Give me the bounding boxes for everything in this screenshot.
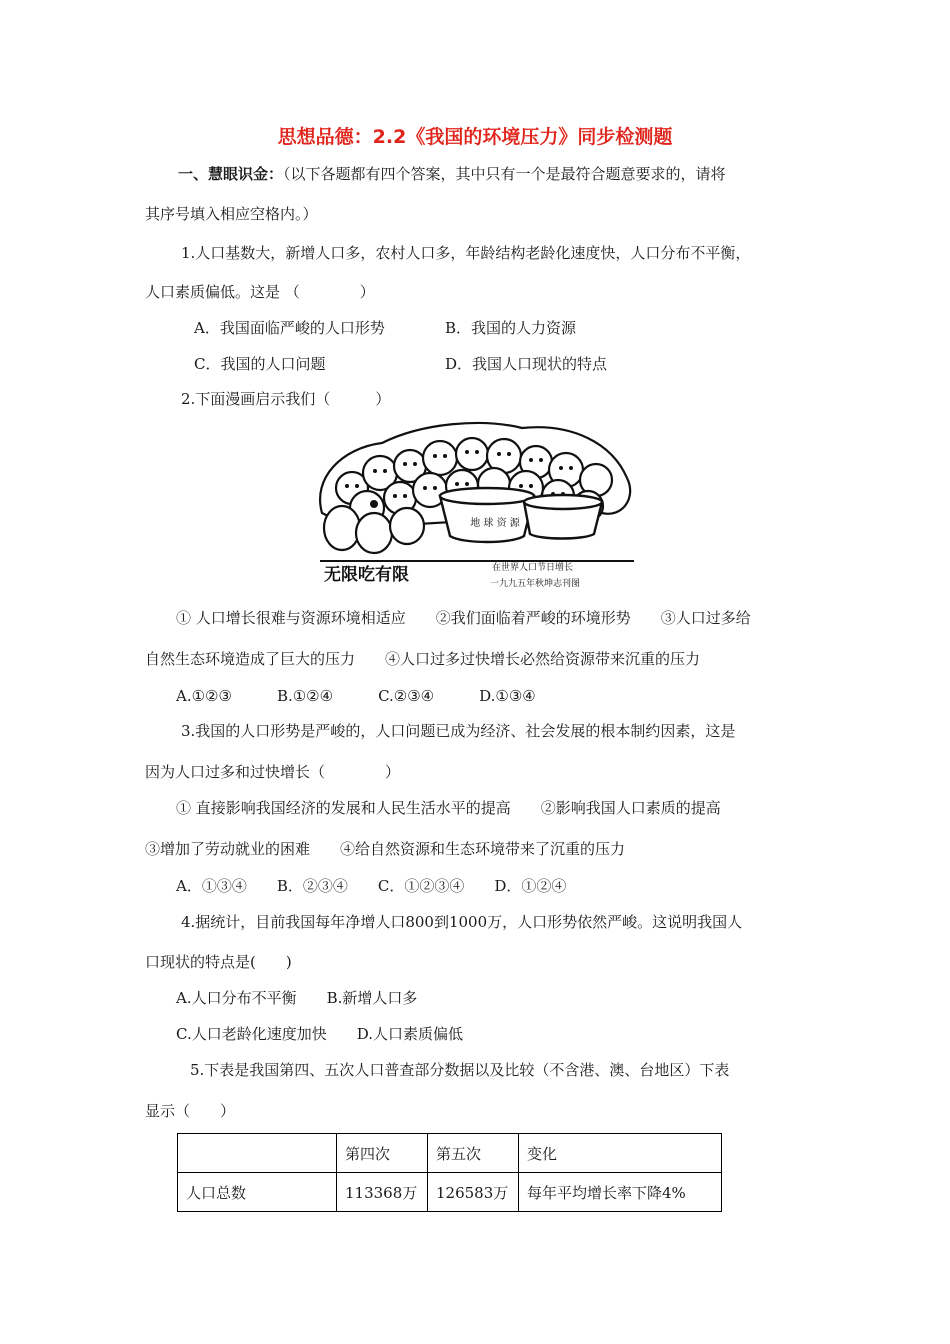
- bowl-label: 地 球 资 源: [470, 518, 520, 529]
- table-cell: 每年平均增长率下降4%: [519, 1173, 722, 1212]
- section-instruction: [178, 164, 726, 184]
- cartoon-note-1: 在世界人口节日增长: [492, 563, 574, 573]
- q2-options: A.①②③ B.①②④ C.②③④ D.①③④: [176, 687, 536, 705]
- table-header-cell: 变化: [519, 1134, 722, 1173]
- q1-option-d: D．我国人口现状的特点: [445, 355, 608, 373]
- table-cell: 人口总数: [178, 1173, 337, 1212]
- q3-stem-cont: 因为人口过多和过快增长（ ）: [145, 763, 401, 781]
- q1-option-a: A．我国面临严峻的人口形势: [194, 319, 385, 337]
- q2-statements-cont: 自然生态环境造成了巨大的压力 ④人口过多过快增长必然给资源带来沉重的压力: [145, 650, 701, 668]
- q5-stem: 5.下表是我国第四、五次人口普查部分数据以及比较（不含港、澳、台地区）下表: [190, 1061, 730, 1079]
- q3-stem: 3.我国的人口形势是严峻的，人口问题已成为经济、社会发展的根本制约因素，这是: [181, 722, 736, 740]
- census-table: [177, 1133, 722, 1212]
- q4-stem: 4.据统计，目前我国每年净增人口800到1000万，人口形势依然严峻。这说明我国人: [181, 913, 743, 931]
- q1-stem: 1.人口基数大，新增人口多，农村人口多，年龄结构老龄化速度快，人口分布不平衡，: [181, 244, 751, 262]
- cartoon-note-2: 一九九五年秋坤志刊图: [490, 579, 581, 589]
- q2-statements: ① 人口增长很难与资源环境相适应 ②我们面临着严峻的环境形势 ③人口过多给: [176, 609, 751, 627]
- q1-option-b: B．我国的人力资源: [445, 319, 577, 337]
- population-cartoon: [312, 418, 642, 596]
- table-row: [178, 1173, 722, 1212]
- instruction-text: （以下各题都有四个答案，其中只有一个是最符合题意要求的，请将: [283, 165, 726, 183]
- q2-stem: 2.下面漫画启示我们（ ）: [181, 390, 391, 408]
- table-header-row: [178, 1134, 722, 1173]
- cartoon-caption: 无限吃有限: [324, 565, 409, 585]
- table-header-cell: 第五次: [428, 1134, 519, 1173]
- table-cell: 113368万: [337, 1173, 428, 1212]
- q1-option-c: C．我国的人口问题: [194, 355, 326, 373]
- table-header-cell: [178, 1134, 337, 1173]
- q4-options-2: C.人口老龄化速度加快 D.人口素质偏低: [176, 1025, 463, 1043]
- q4-options-1: A.人口分布不平衡 B.新增人口多: [176, 989, 418, 1007]
- section-label: 一、慧眼识金：: [178, 165, 284, 183]
- q5-stem-cont: 显示（ ）: [145, 1102, 236, 1120]
- instruction-text-cont: 其序号填入相应空格内。）: [145, 205, 318, 223]
- table-cell: 126583万: [428, 1173, 519, 1212]
- q1-stem-cont: 人口素质偏低。这是 （ ）: [145, 283, 375, 301]
- q3-statements-cont: ③增加了劳动就业的困难 ④给自然资源和生态环境带来了沉重的压力: [145, 840, 626, 858]
- table-header-cell: 第四次: [337, 1134, 428, 1173]
- q3-statements: ① 直接影响我国经济的发展和人民生活水平的提高 ②影响我国人口素质的提高: [176, 799, 721, 817]
- q3-options: A．①③④ B．②③④ C．①②③④ D．①②④: [176, 877, 567, 895]
- page-title: 思想品德：2.2《我国的环境压力》同步检测题: [277, 126, 673, 148]
- q4-stem-cont: 口现状的特点是( ): [145, 953, 292, 971]
